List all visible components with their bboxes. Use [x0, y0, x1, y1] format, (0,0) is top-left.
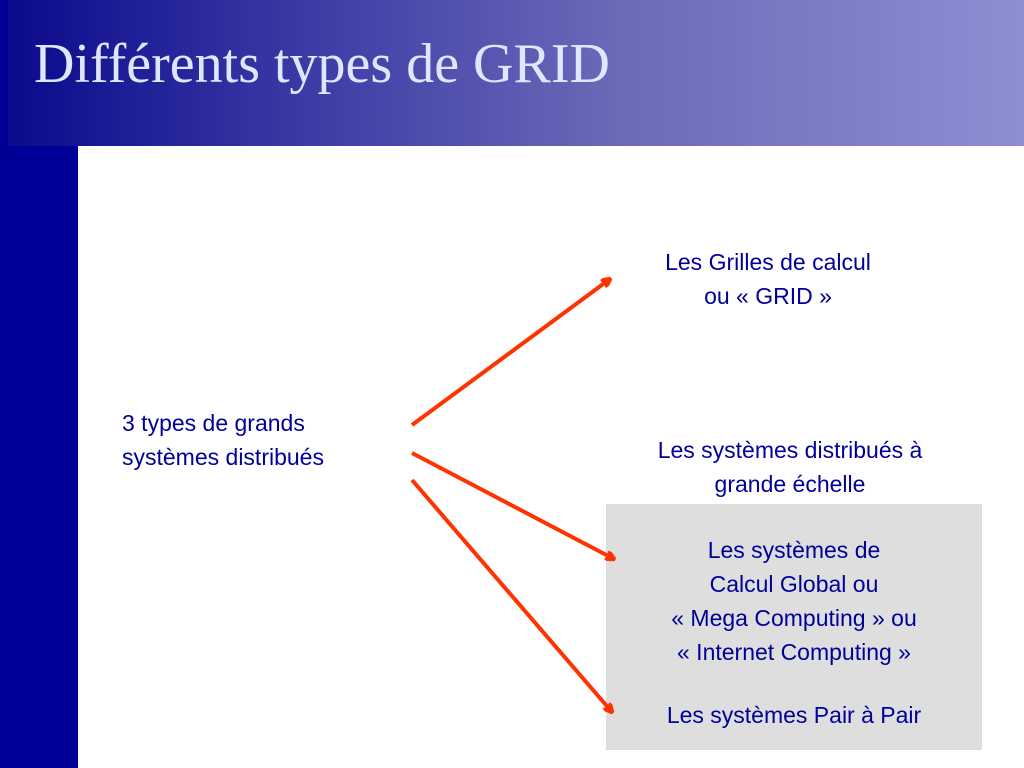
footer-date: 22 Novembre 2001: [88, 743, 212, 760]
source-line-2: systèmes distribués: [122, 444, 324, 470]
grid-line-1: Les Grilles de calcul: [665, 249, 871, 275]
p2p-label: [606, 698, 982, 732]
title-band: [8, 0, 1024, 146]
grid-line-2: ou « GRID »: [704, 283, 832, 309]
large-scale-label: [600, 433, 980, 501]
p2p-line-1: Les systèmes Pair à Pair: [666, 702, 922, 728]
large-scale-line-1: Les systèmes distribués à: [657, 437, 923, 463]
source-line-1: 3 types de grands: [122, 410, 305, 436]
global-line-2: Calcul Global ou: [709, 571, 879, 597]
global-line-1: Les systèmes de: [707, 537, 881, 563]
grid-target-label: [588, 245, 948, 313]
source-label: [100, 406, 390, 474]
page-number: 9: [986, 743, 994, 760]
global-line-4: « Internet Computing »: [677, 639, 911, 665]
footer-event: Réunion ACI GRID CGP2P: [399, 743, 580, 760]
large-scale-line-2: grande échelle: [714, 471, 866, 497]
global-line-3: « Mega Computing » ou: [671, 605, 917, 631]
slide-title: Différents types de GRID: [34, 33, 610, 95]
global-computing-label: [606, 533, 982, 669]
